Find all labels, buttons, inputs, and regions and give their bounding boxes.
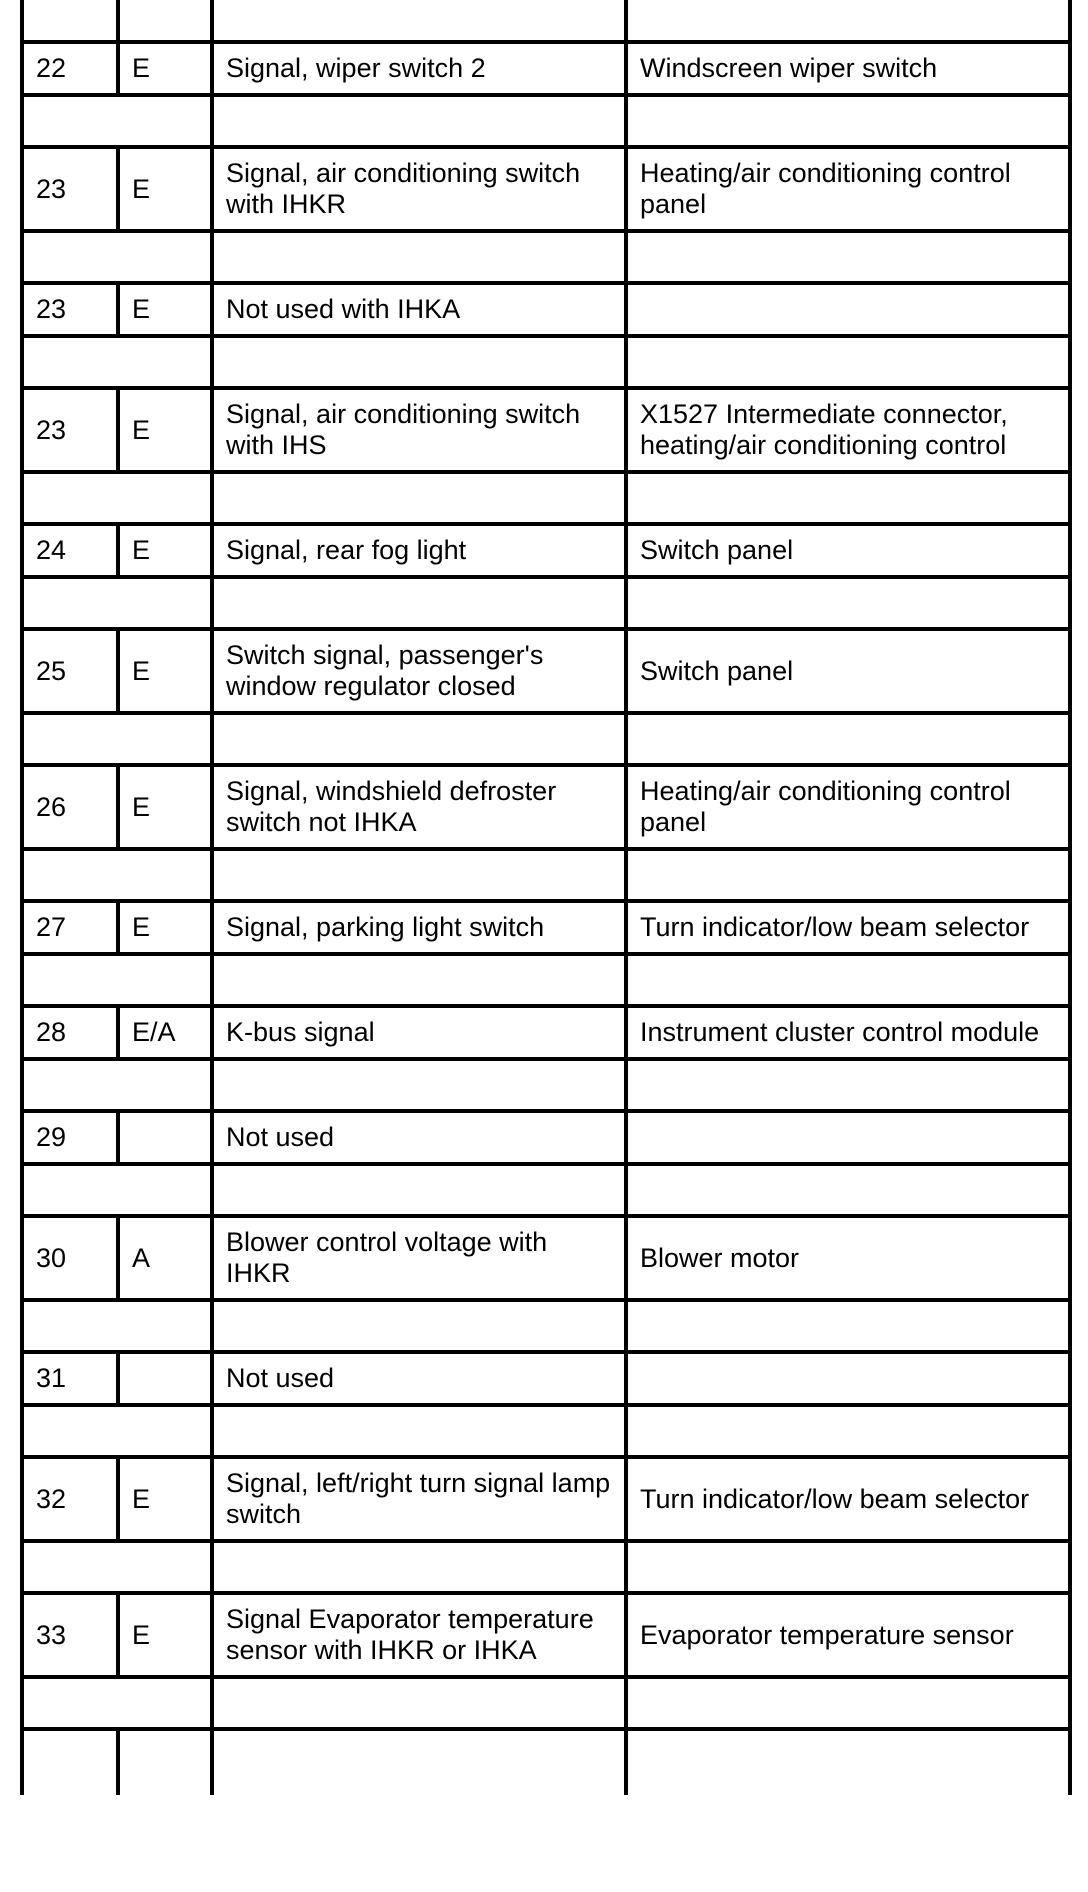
table-row bbox=[22, 388, 1070, 472]
pin-cell: 27 bbox=[22, 901, 118, 954]
table-row bbox=[22, 1216, 1070, 1300]
table-row-partial-top bbox=[22, 0, 1070, 42]
type-cell: E bbox=[118, 1457, 212, 1541]
spacer-row bbox=[22, 472, 1070, 524]
spacer-row bbox=[22, 849, 1070, 901]
connection-cell: Windscreen wiper switch bbox=[626, 42, 1070, 95]
spacer-cell bbox=[626, 849, 1070, 901]
pin-cell bbox=[22, 0, 118, 42]
spacer-row bbox=[22, 1541, 1070, 1593]
spacer-row bbox=[22, 577, 1070, 629]
table-row bbox=[22, 629, 1070, 713]
spacer-cell bbox=[212, 472, 626, 524]
table-row bbox=[22, 1593, 1070, 1677]
description-cell: Signal, air conditioning switch with IHKR bbox=[212, 147, 626, 231]
spacer-cell bbox=[626, 1405, 1070, 1457]
description-cell: Signal, left/right turn signal lamp switch bbox=[212, 1457, 626, 1541]
table-row bbox=[22, 283, 1070, 336]
connection-cell bbox=[626, 1352, 1070, 1405]
type-cell bbox=[118, 1352, 212, 1405]
type-cell: E bbox=[118, 388, 212, 472]
type-cell: E bbox=[118, 765, 212, 849]
spacer-cell bbox=[22, 1541, 212, 1593]
connection-cell: Blower motor bbox=[626, 1216, 1070, 1300]
type-cell bbox=[118, 1111, 212, 1164]
table-row bbox=[22, 765, 1070, 849]
spacer-cell bbox=[212, 713, 626, 765]
spacer-cell bbox=[212, 95, 626, 147]
description-cell: Signal, wiper switch 2 bbox=[212, 42, 626, 95]
spacer-row bbox=[22, 336, 1070, 388]
spacer-cell bbox=[626, 577, 1070, 629]
connection-cell: Heating/air conditioning control panel bbox=[626, 765, 1070, 849]
connection-cell bbox=[626, 283, 1070, 336]
description-cell: Signal, rear fog light bbox=[212, 524, 626, 577]
spacer-cell bbox=[212, 849, 626, 901]
spacer-cell bbox=[626, 713, 1070, 765]
pin-cell: 32 bbox=[22, 1457, 118, 1541]
pin-cell: 30 bbox=[22, 1216, 118, 1300]
description-cell: Not used bbox=[212, 1111, 626, 1164]
type-cell: E bbox=[118, 629, 212, 713]
spacer-row bbox=[22, 95, 1070, 147]
spacer-cell bbox=[22, 336, 212, 388]
type-cell: E bbox=[118, 42, 212, 95]
spacer-cell bbox=[22, 231, 212, 283]
spacer-row bbox=[22, 1300, 1070, 1352]
type-cell: E bbox=[118, 524, 212, 577]
spacer-cell bbox=[22, 954, 212, 1006]
type-cell: E bbox=[118, 1593, 212, 1677]
table-row bbox=[22, 1457, 1070, 1541]
spacer-cell bbox=[22, 713, 212, 765]
pin-cell: 28 bbox=[22, 1006, 118, 1059]
spacer-row bbox=[22, 231, 1070, 283]
connection-cell bbox=[626, 1111, 1070, 1164]
description-cell: K-bus signal bbox=[212, 1006, 626, 1059]
pin-cell: 23 bbox=[22, 388, 118, 472]
spacer-cell bbox=[212, 954, 626, 1006]
table-row bbox=[22, 1111, 1070, 1164]
pin-cell: 22 bbox=[22, 42, 118, 95]
description-cell bbox=[212, 0, 626, 42]
spacer-cell bbox=[22, 849, 212, 901]
connection-cell bbox=[626, 0, 1070, 42]
description-cell: Not used bbox=[212, 1352, 626, 1405]
connection-cell: Turn indicator/low beam selector bbox=[626, 901, 1070, 954]
spacer-cell bbox=[22, 1164, 212, 1216]
spacer-cell bbox=[212, 1541, 626, 1593]
table-row-partial-bottom bbox=[22, 1729, 1070, 1795]
description-cell: Switch signal, passenger's window regulator closed bbox=[212, 629, 626, 713]
spacer-cell bbox=[22, 1059, 212, 1111]
type-cell: E/A bbox=[118, 1006, 212, 1059]
spacer-cell bbox=[626, 1164, 1070, 1216]
spacer-cell bbox=[626, 336, 1070, 388]
spacer-cell bbox=[212, 1164, 626, 1216]
description-cell bbox=[212, 1729, 626, 1795]
spacer-row bbox=[22, 1677, 1070, 1729]
type-cell: E bbox=[118, 901, 212, 954]
spacer-cell bbox=[626, 95, 1070, 147]
connection-cell: Turn indicator/low beam selector bbox=[626, 1457, 1070, 1541]
description-cell: Blower control voltage with IHKR bbox=[212, 1216, 626, 1300]
table-row bbox=[22, 1352, 1070, 1405]
spacer-row bbox=[22, 1059, 1070, 1111]
connection-cell: Switch panel bbox=[626, 629, 1070, 713]
type-cell: A bbox=[118, 1216, 212, 1300]
spacer-cell bbox=[626, 231, 1070, 283]
connection-cell: Evaporator temperature sensor bbox=[626, 1593, 1070, 1677]
spacer-row bbox=[22, 954, 1070, 1006]
spacer-cell bbox=[626, 1059, 1070, 1111]
description-cell: Signal, air conditioning switch with IHS bbox=[212, 388, 626, 472]
pin-cell: 26 bbox=[22, 765, 118, 849]
pin-cell: 23 bbox=[22, 147, 118, 231]
spacer-cell bbox=[22, 1677, 212, 1729]
spacer-cell bbox=[22, 1405, 212, 1457]
spacer-row bbox=[22, 1164, 1070, 1216]
connection-cell: Instrument cluster control module bbox=[626, 1006, 1070, 1059]
spacer-row bbox=[22, 713, 1070, 765]
table-row bbox=[22, 901, 1070, 954]
spacer-cell bbox=[626, 954, 1070, 1006]
spacer-cell bbox=[22, 577, 212, 629]
spacer-cell bbox=[212, 1405, 626, 1457]
spacer-cell bbox=[22, 95, 212, 147]
spacer-cell bbox=[22, 1300, 212, 1352]
spacer-row bbox=[22, 1405, 1070, 1457]
connection-cell bbox=[626, 1729, 1070, 1795]
table-row bbox=[22, 147, 1070, 231]
pin-cell bbox=[22, 1729, 118, 1795]
type-cell bbox=[118, 0, 212, 42]
type-cell: E bbox=[118, 147, 212, 231]
connection-cell: X1527 Intermediate connector, heating/air conditioning control bbox=[626, 388, 1070, 472]
spacer-cell bbox=[212, 1300, 626, 1352]
connection-cell: Switch panel bbox=[626, 524, 1070, 577]
table-row bbox=[22, 42, 1070, 95]
table-row bbox=[22, 1006, 1070, 1059]
pin-assignment-table bbox=[20, 0, 1072, 1795]
connection-cell: Heating/air conditioning control panel bbox=[626, 147, 1070, 231]
spacer-cell bbox=[212, 1059, 626, 1111]
description-cell: Signal, windshield defroster switch not IHKA bbox=[212, 765, 626, 849]
type-cell: E bbox=[118, 283, 212, 336]
spacer-cell bbox=[626, 1300, 1070, 1352]
pin-cell: 24 bbox=[22, 524, 118, 577]
spacer-cell bbox=[212, 1677, 626, 1729]
pin-cell: 25 bbox=[22, 629, 118, 713]
description-cell: Signal Evaporator temperature sensor with IHKR or IHKA bbox=[212, 1593, 626, 1677]
pin-cell: 31 bbox=[22, 1352, 118, 1405]
spacer-cell bbox=[212, 336, 626, 388]
type-cell bbox=[118, 1729, 212, 1795]
spacer-cell bbox=[626, 1541, 1070, 1593]
spacer-cell bbox=[626, 472, 1070, 524]
description-cell: Not used with IHKA bbox=[212, 283, 626, 336]
pin-cell: 29 bbox=[22, 1111, 118, 1164]
description-cell: Signal, parking light switch bbox=[212, 901, 626, 954]
spacer-cell bbox=[22, 472, 212, 524]
pin-cell: 33 bbox=[22, 1593, 118, 1677]
spacer-cell bbox=[212, 231, 626, 283]
table-row bbox=[22, 524, 1070, 577]
spacer-cell bbox=[212, 577, 626, 629]
spacer-cell bbox=[626, 1677, 1070, 1729]
pin-cell: 23 bbox=[22, 283, 118, 336]
